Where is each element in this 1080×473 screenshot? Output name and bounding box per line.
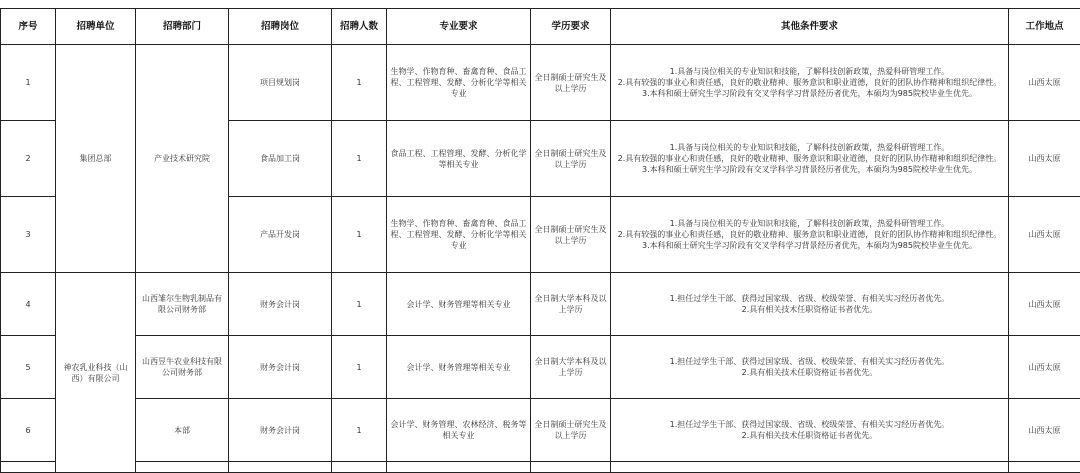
major-cell: 会计学、财务管理、农林经济、税务等相关专业 <box>387 399 531 462</box>
cond-line: 2.具有相关技术任职资格证书者优先。 <box>614 367 1005 378</box>
edu-cell: 全日制硕士研究生及以上学历 <box>531 45 611 121</box>
cond-line: 1.具备与岗位相关的专业知识和技能，了解科技创新政策，热爱科研管理工作。 <box>614 142 1005 153</box>
table-row <box>1 399 1080 462</box>
place-cell: 山西太原 <box>1009 273 1080 336</box>
unit-cell: 神农乳业科技（山西）有限公司 <box>56 273 136 473</box>
cond-cell <box>611 336 1009 399</box>
cond-cell <box>611 45 1009 121</box>
major-cell: 生物学、作物育种、畜禽育种、食品工程、工程管理、发酵、分析化学等相关专业 <box>387 197 531 273</box>
header-dept: 招聘部门 <box>136 9 229 45</box>
count-cell: 1 <box>332 45 387 121</box>
place-cell: 山西太原 <box>1009 45 1080 121</box>
empty-cell <box>1 462 56 473</box>
unit-cell: 集团总部 <box>56 45 136 273</box>
empty-cell <box>1009 462 1080 473</box>
empty-cell <box>136 462 229 473</box>
dept-cell: 山西昱牛农业科技有限公司财务部 <box>136 336 229 399</box>
post-cell: 财务会计岗 <box>229 399 332 462</box>
dept-cell: 产业技术研究院 <box>136 45 229 273</box>
count-cell: 1 <box>332 197 387 273</box>
dept-cell: 山西雏尔生物乳制品有限公司财务部 <box>136 273 229 336</box>
place-cell: 山西太原 <box>1009 197 1080 273</box>
table-row <box>1 336 1080 399</box>
cond-line: 1.具备与岗位相关的专业知识和技能，了解科技创新政策，热爱科研管理工作。 <box>614 66 1005 77</box>
post-cell: 食品加工岗 <box>229 121 332 197</box>
row-no: 3 <box>1 197 56 273</box>
row-no: 1 <box>1 45 56 121</box>
row-no: 2 <box>1 121 56 197</box>
edu-cell: 全日制硕士研究生及以上学历 <box>531 197 611 273</box>
header-unit: 招聘单位 <box>56 9 136 45</box>
major-cell: 食品工程、工程管理、发酵、分析化学等相关专业 <box>387 121 531 197</box>
header-place: 工作地点 <box>1009 9 1080 45</box>
count-cell: 1 <box>332 336 387 399</box>
header-no: 序号 <box>1 9 56 45</box>
cond-line: 1.担任过学生干部、获得过国家级、省级、校级荣誉、有相关实习经历者优先。 <box>614 293 1005 304</box>
dept-cell: 本部 <box>136 399 229 462</box>
place-cell: 山西太原 <box>1009 399 1080 462</box>
post-cell: 财务会计岗 <box>229 273 332 336</box>
cond-line: 1.具备与岗位相关的专业知识和技能，了解科技创新政策，热爱科研管理工作。 <box>614 218 1005 229</box>
place-cell: 山西太原 <box>1009 121 1080 197</box>
header-cond: 其他条件要求 <box>611 9 1009 45</box>
cond-line: 3.本科和硕士研究生学习阶段有交叉学科学习背景经历者优先，本硕均为985院校毕业生优先。 <box>614 164 1005 175</box>
cond-line: 1.担任过学生干部、获得过国家级、省级、校级荣誉、有相关实习经历者优先。 <box>614 419 1005 430</box>
cond-cell <box>611 273 1009 336</box>
header-row <box>1 9 1080 45</box>
post-cell: 财务会计岗 <box>229 336 332 399</box>
empty-cell <box>332 462 387 473</box>
place-cell: 山西太原 <box>1009 336 1080 399</box>
count-cell: 1 <box>332 273 387 336</box>
empty-cell <box>229 462 332 473</box>
header-post: 招聘岗位 <box>229 9 332 45</box>
row-no: 4 <box>1 273 56 336</box>
cond-line: 2.具有较强的事业心和责任感，良好的敬业精神、服务意识和职业道德，良好的团队协作精神和组织纪律性。 <box>614 77 1005 88</box>
cond-line: 3.本科和硕士研究生学习阶段有交叉学科学习背景经历者优先，本硕均为985院校毕业生优先。 <box>614 240 1005 251</box>
cond-line: 2.具有较强的事业心和责任感，良好的敬业精神、服务意识和职业道德，良好的团队协作精神和组织纪律性。 <box>614 153 1005 164</box>
count-cell: 1 <box>332 399 387 462</box>
post-cell: 产品开发岗 <box>229 197 332 273</box>
header-major: 专业要求 <box>387 9 531 45</box>
post-cell: 项目规划岗 <box>229 45 332 121</box>
cond-cell <box>611 197 1009 273</box>
empty-cell <box>531 462 611 473</box>
table-row <box>1 45 1080 121</box>
row-no: 6 <box>1 399 56 462</box>
header-count: 招聘人数 <box>332 9 387 45</box>
cond-line: 2.具有相关技术任职资格证书者优先。 <box>614 430 1005 441</box>
major-cell: 会计学、财务管理等相关专业 <box>387 336 531 399</box>
edu-cell: 全日制硕士研究生及以上学历 <box>531 399 611 462</box>
empty-cell <box>387 462 531 473</box>
cond-cell <box>611 121 1009 197</box>
table-row <box>1 273 1080 336</box>
count-cell: 1 <box>332 121 387 197</box>
row-no: 5 <box>1 336 56 399</box>
cond-line: 3.本科和硕士研究生学习阶段有交叉学科学习背景经历者优先，本硕均为985院校毕业生优先。 <box>614 88 1005 99</box>
cond-cell <box>611 399 1009 462</box>
cond-line: 1.担任过学生干部、获得过国家级、省级、校级荣誉、有相关实习经历者优先。 <box>614 356 1005 367</box>
major-cell: 会计学、财务管理等相关专业 <box>387 273 531 336</box>
cond-line: 2.具有相关技术任职资格证书者优先。 <box>614 304 1005 315</box>
major-cell: 生物学、作物育种、畜禽育种、食品工程、工程管理、发酵、分析化学等相关专业 <box>387 45 531 121</box>
recruitment-table <box>0 8 1080 473</box>
empty-cell <box>611 462 1009 473</box>
edu-cell: 全日制大学本科及以上学历 <box>531 273 611 336</box>
edu-cell: 全日制硕士研究生及以上学历 <box>531 121 611 197</box>
cond-line: 2.具有较强的事业心和责任感，良好的敬业精神、服务意识和职业道德，良好的团队协作精神和组织纪律性。 <box>614 229 1005 240</box>
header-edu: 学历要求 <box>531 9 611 45</box>
table-row-partial <box>1 462 1080 473</box>
edu-cell: 全日制大学本科及以上学历 <box>531 336 611 399</box>
